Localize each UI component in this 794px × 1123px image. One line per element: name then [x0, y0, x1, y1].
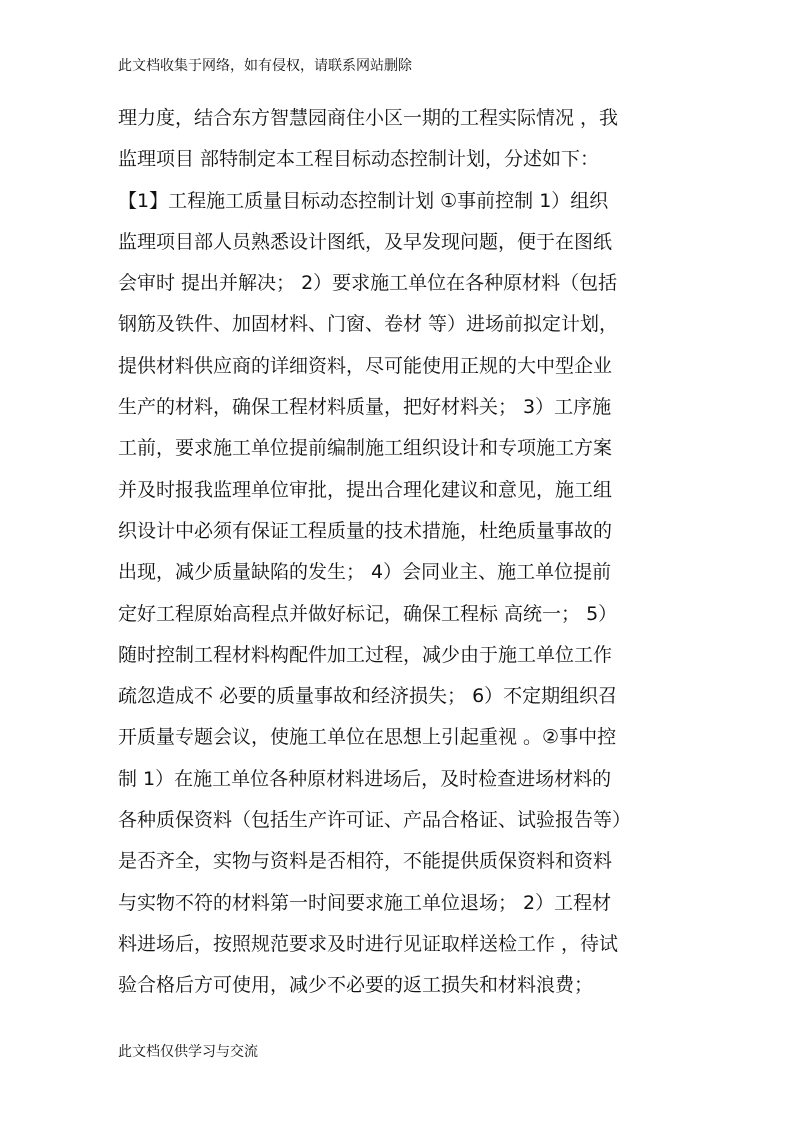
text-line: 提供材料供应商的详细资料，尽可能使用正规的大中型企业: [118, 354, 613, 377]
text-line: 监理项目 部特制定本工程目标动态控制计划，分述如下：: [118, 148, 600, 171]
text-line: 工前，要求施工单位提前编制施工组织设计和专项施工方案: [118, 437, 613, 460]
text-line: 监理项目部人员熟悉设计图纸，及早发现问题，便于在图纸: [118, 230, 613, 253]
text-line: 是否齐全，实物与资料是否相符，不能提供质保资料和资料: [118, 850, 613, 873]
page-footer-note: 此文档仅供学习与交流: [118, 1044, 258, 1060]
text-line: 并及时报我监理单位审批，提出合理化建议和意见，施工组: [118, 478, 613, 501]
text-line: 定好工程原始高程点并做好标记，确保工程标 高统一； 5）: [118, 602, 618, 625]
document-body: [118, 98, 678, 1007]
text-line: 随时控制工程材料构配件加工过程，减少由于施工单位工作: [118, 643, 613, 666]
text-line: 出现，减少质量缺陷的发生； 4）会同业主、施工单位提前: [118, 561, 612, 584]
page-header-note: 此文档收集于网络，如有侵权，请联系网站删除: [118, 58, 412, 74]
text-line: 疏忽造成不 必要的质量事故和经济损失； 6）不定期组织召: [118, 685, 618, 708]
text-line: 验合格后方可使用，减少不必要的返工损失和材料浪费；: [118, 974, 594, 997]
text-line: 与实物不符的材料第一时间要求施工单位退场； 2）工程材: [118, 891, 612, 914]
text-line: 制 1）在施工单位各种原材料进场后，及时检查进场材料的: [118, 767, 612, 790]
text-line: 【1】工程施工质量目标动态控制计划 ①事前控制 1）组织: [118, 189, 609, 212]
text-line: 各种质保资料（包括生产许可证、产品合格证、试验报告等）: [118, 809, 632, 832]
text-line: 会审时 提出并解决； 2）要求施工单位在各种原材料（包括: [118, 272, 618, 295]
text-line: 理力度，结合东方智慧园商住小区一期的工程实际情况 ，我: [118, 107, 619, 129]
text-line: 织设计中必须有保证工程质量的技术措施，杜绝质量事故的: [118, 519, 613, 542]
text-line: 料进场后，按照规范要求及时进行见证取样送检工作 ，待试: [118, 932, 619, 955]
text-line: 开质量专题会议，使施工单位在思想上引起重视 。②事中控: [118, 726, 617, 749]
text-line: 钢筋及铁件、加固材料、门窗、卷材 等）进场前拟定计划，: [118, 313, 619, 336]
text-line: 生产的材料，确保工程材料质量，把好材料关； 3）工序施: [118, 396, 612, 419]
